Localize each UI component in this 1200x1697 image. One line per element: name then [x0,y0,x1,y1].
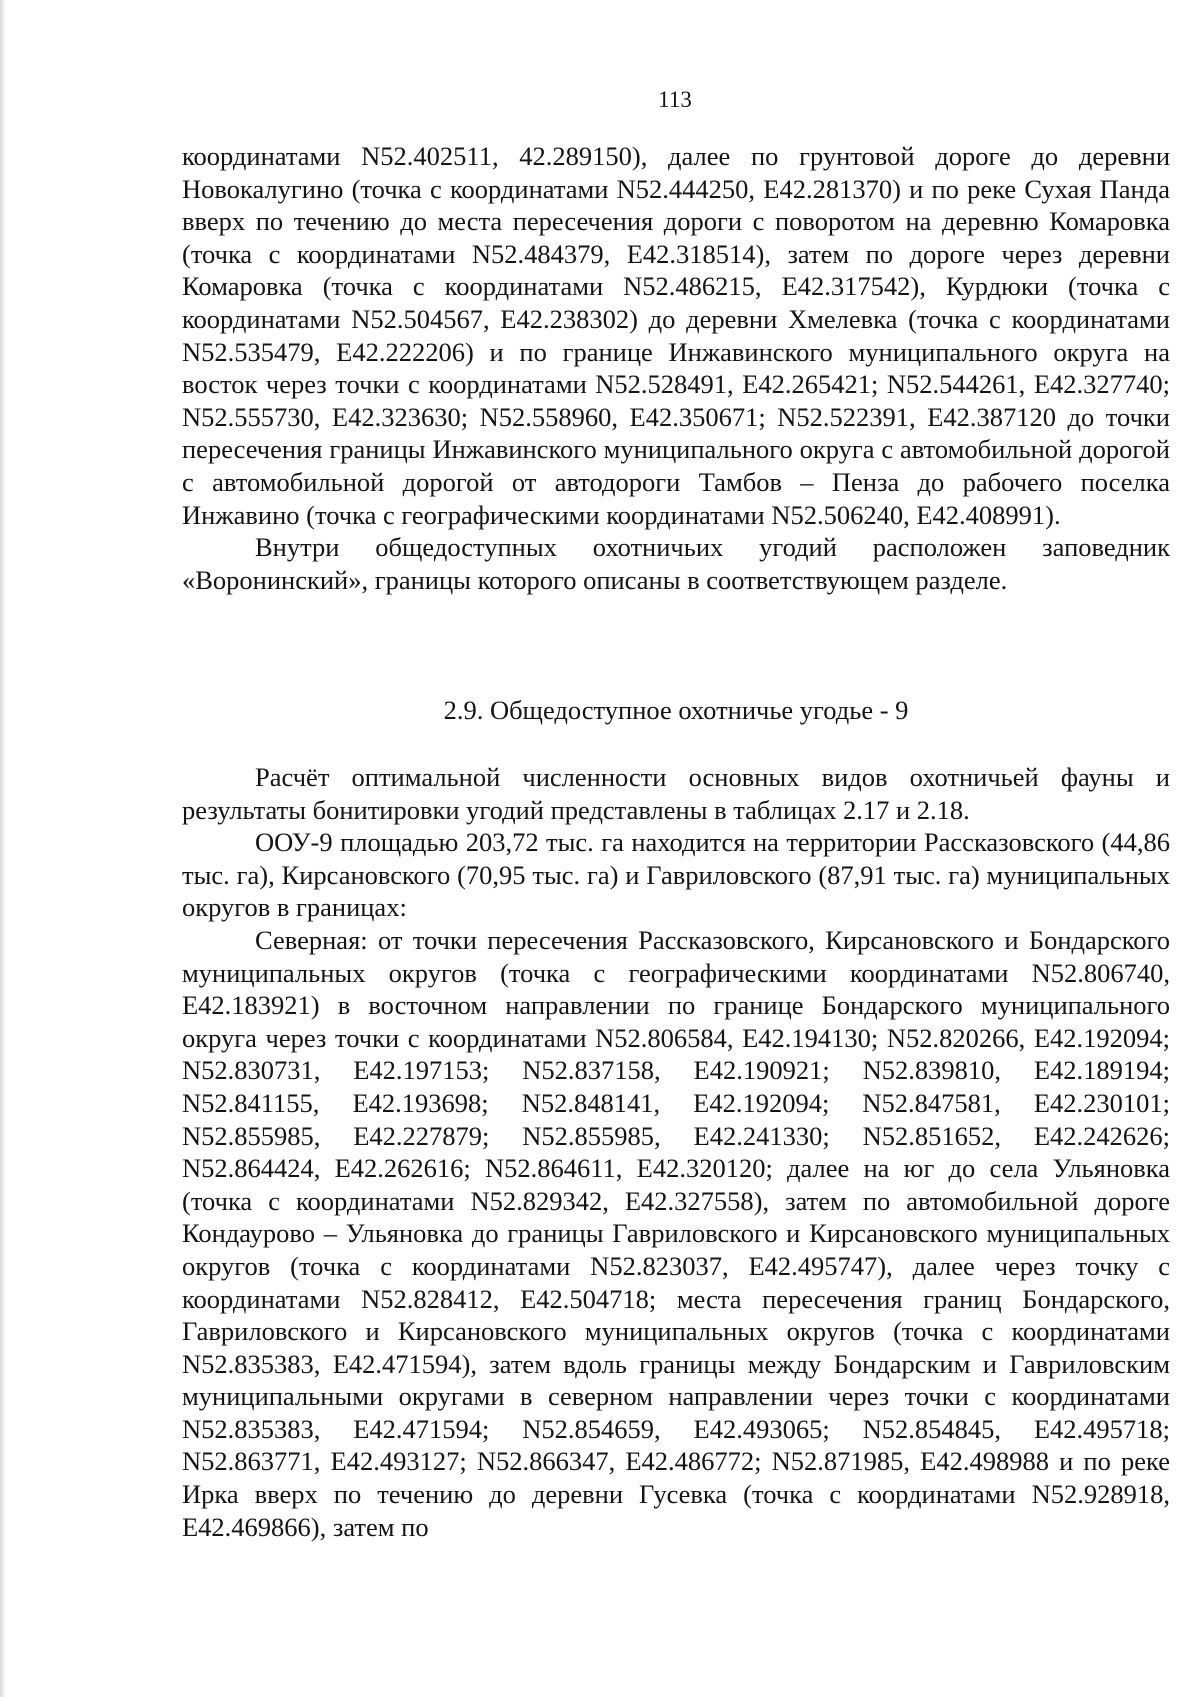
paragraph-northern-boundary: Северная: от точки пересечения Рассказовского, Кирсановского и Бондарского муниципальных округов (точка с географическими координатами N52.806740, E42.183921) в восточном направлении по границе Бондарского муниципального округа через точки с координатами N52.806584, E42.194130; N52.820266, E42.192094; N52.830731, E42.197153; N52.837158, E42.190921; N52.839810, E42.189194; N52.841155, E42.193698; N52.848141, E42.192094; N52.847581, E42.230101; N52.855985, E42.227879; N52.855985, E42.241330; N52.851652, E42.242626; N52.864424, E42.262616; N52.864611, E42.320120; далее на юг до села Ульяновка (точка с координатами N52.829342, E42.327558), затем по автомобильной дороге Кондаурово – Ульяновка до границы Гавриловского и Кирсановского муниципальных округов (точка с координатами N52.823037, E42.495747), далее через точку с координатами N52.828412, E42.504718; места пересечения границ Бондарского, Гавриловского и Кирсановского муниципальных округов (точка с координатами N52.835383, E42.471594), затем вдоль границы между Бондарским и Гавриловским муниципальными округами в северном направлении через точки с координатами N52.835383, E42.471594; N52.854659, E42.493065; N52.854845, E42.495718; N52.863771, E42.493127; N52.866347, E42.486772; N52.871985, E42.498988 и по реке Ирка вверх по течению до деревни Гусевка (точка с координатами N52.928918, E42.469866), затем по [182,924,1170,1542]
paragraph-reserve-note: Внутри общедоступных охотничьих угодий расположен заповедник «Воронинский», границы которого описаны в соответствующем разделе. [182,532,1170,595]
section-heading: 2.9. Общедоступное охотничье угодье - 9 [443,695,909,725]
section-text-block [182,761,1170,1543]
paragraph-area: ООУ-9 площадью 203,72 тыс. га находится на территории Рассказовского (44,86 тыс. га), Кирсановского (70,95 тыс. га) и Гавриловского (87,91 тыс. га) муниципальных округов в границах: [182,827,1170,923]
paragraph-calculation: Расчёт оптимальной численности основных видов охотничьей фауны и результаты бонитировки угодий представлены в таблицах 2.17 и 2.18. [182,762,1170,825]
page-number: 113 [658,87,692,112]
scan-edge-shadow [0,0,6,1697]
intro-text-block [182,140,1170,596]
paragraph-boundary-continuation: координатами N52.402511, 42.289150), далее по грунтовой дороге до деревни Новокалугино (точка с координатами N52.444250, E42.281370) и по реке Сухая Панда вверх по течению до места пересечения дороги с поворотом на деревню Комаровка (точка с координатами N52.484379, E42.318514), затем по дороге через деревни Комаровка (точка с координатами N52.486215, E42.317542), Курдюки (точка с координатами N52.504567, E42.238302) до деревни Хмелевка (точка с координатами N52.535479, E42.222206) и по границе Инжавинского муниципального округа на восток через точки с координатами N52.528491, E42.265421; N52.544261, E42.327740; N52.555730, E42.323630; N52.558960, E42.350671; N52.522391, E42.387120 до точки пересечения границы Инжавинского муниципального округа с автомобильной дорогой с автомобильной дорогой от автодороги Тамбов – Пенза до рабочего поселка Инжавино (точка с географическими координатами N52.506240, E42.408991). [182,141,1170,530]
